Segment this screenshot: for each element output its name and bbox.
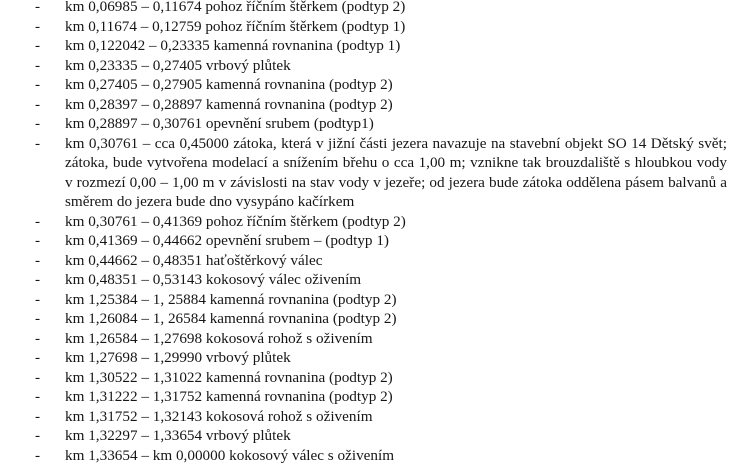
list-item-text: km 1,31752 – 1,32143 kokosová rohož s oživením: [65, 407, 739, 427]
list-bullet: -: [35, 95, 40, 115]
list-bullet: -: [35, 426, 40, 446]
list-item-text: km 0,44662 – 0,48351 haťoštěrkový válec: [65, 251, 739, 271]
list-item: [0, 387, 739, 407]
list-item-text: km 0,11674 – 0,12759 pohoz říčním štěrkem (podtyp 1): [65, 17, 739, 37]
list-item-text: km 0,48351 – 0,53143 kokosový válec oživením: [65, 270, 739, 290]
list-bullet: -: [35, 368, 40, 388]
list-item: [0, 56, 739, 76]
list-item: [0, 212, 739, 232]
list-item: [0, 348, 739, 368]
list-item-text: km 1,31222 – 1,31752 kamenná rovnanina (podtyp 2): [65, 387, 739, 407]
list-bullet: -: [35, 17, 40, 37]
list-bullet: -: [35, 329, 40, 349]
list-item-text: km 1,27698 – 1,29990 vrbový plůtek: [65, 348, 739, 368]
list-item: [0, 329, 739, 349]
list-item-text: km 1,26084 – 1, 26584 kamenná rovnanina (podtyp 2): [65, 309, 739, 329]
list-item: [0, 270, 739, 290]
list-bullet: -: [35, 212, 40, 232]
list-bullet: -: [35, 446, 40, 465]
list-item: [0, 309, 739, 329]
list-bullet: -: [35, 251, 40, 271]
list-bullet: -: [35, 114, 40, 134]
list-item-text: km 0,30761 – 0,41369 pohoz říčním štěrkem (podtyp 2): [65, 212, 739, 232]
list-bullet: -: [35, 36, 40, 56]
list-item: [0, 251, 739, 271]
list-bullet: -: [35, 407, 40, 427]
list-item: [0, 134, 739, 212]
list-bullet: -: [35, 0, 40, 17]
list-item: [0, 114, 739, 134]
list-item-text: km 1,32297 – 1,33654 vrbový plůtek: [65, 426, 739, 446]
list-item-text: km 0,27405 – 0,27905 kamenná rovnanina (podtyp 2): [65, 75, 739, 95]
list-item: [0, 231, 739, 251]
list-bullet: -: [35, 387, 40, 407]
list-item-text: km 1,26584 – 1,27698 kokosová rohož s oživením: [65, 329, 739, 349]
list-item-text: km 0,28397 – 0,28897 kamenná rovnanina (podtyp 2): [65, 95, 739, 115]
list-item: [0, 446, 739, 465]
list-item-text: km 1,33654 – km 0,00000 kokosový válec s oživením: [65, 446, 739, 465]
list-item: [0, 0, 739, 17]
list-bullet: -: [35, 270, 40, 290]
list-item: [0, 75, 739, 95]
list-item: [0, 17, 739, 37]
list-item: [0, 36, 739, 56]
list-item-text: km 1,30522 – 1,31022 kamenná rovnanina (podtyp 2): [65, 368, 739, 388]
list-item: [0, 407, 739, 427]
list-bullet: -: [35, 290, 40, 310]
list-item-text: km 0,23335 – 0,27405 vrbový plůtek: [65, 56, 739, 76]
list-item: [0, 95, 739, 115]
list-bullet: -: [35, 56, 40, 76]
list-item-text: km 0,28897 – 0,30761 opevnění srubem (podtyp1): [65, 114, 739, 134]
list-item-text: km 0,30761 – cca 0,45000 zátoka, která v jižní části jezera navazuje na stavební objekt SO 14 Dětský svět; zátoka, bude vytvořena modelací a snížením břehu o cca 1,00 m; vznikne tak brouzdaliště s hloubkou vody v rozmezí 0,00 – 1,00 m v závislosti na stav vody v jezeře; od jezera bude zátoka oddělena pásem balvanů a směrem do jezera bude dno vysypáno kačírkem: [65, 134, 727, 212]
list-bullet: -: [35, 348, 40, 368]
list-bullet: -: [35, 134, 40, 154]
list-bullet: -: [35, 309, 40, 329]
list-item: [0, 368, 739, 388]
list-item: [0, 290, 739, 310]
list-item: [0, 426, 739, 446]
list-bullet: -: [35, 231, 40, 251]
list-item-text: km 0,06985 – 0,11674 pohoz říčním štěrkem (podtyp 2): [65, 0, 739, 17]
list-item-text: km 0,122042 – 0,23335 kamenná rovnanina (podtyp 1): [65, 36, 739, 56]
list-item-text: km 1,25384 – 1, 25884 kamenná rovnanina (podtyp 2): [65, 290, 739, 310]
list-bullet: -: [35, 75, 40, 95]
list-item-text: km 0,41369 – 0,44662 opevnění srubem – (podtyp 1): [65, 231, 739, 251]
